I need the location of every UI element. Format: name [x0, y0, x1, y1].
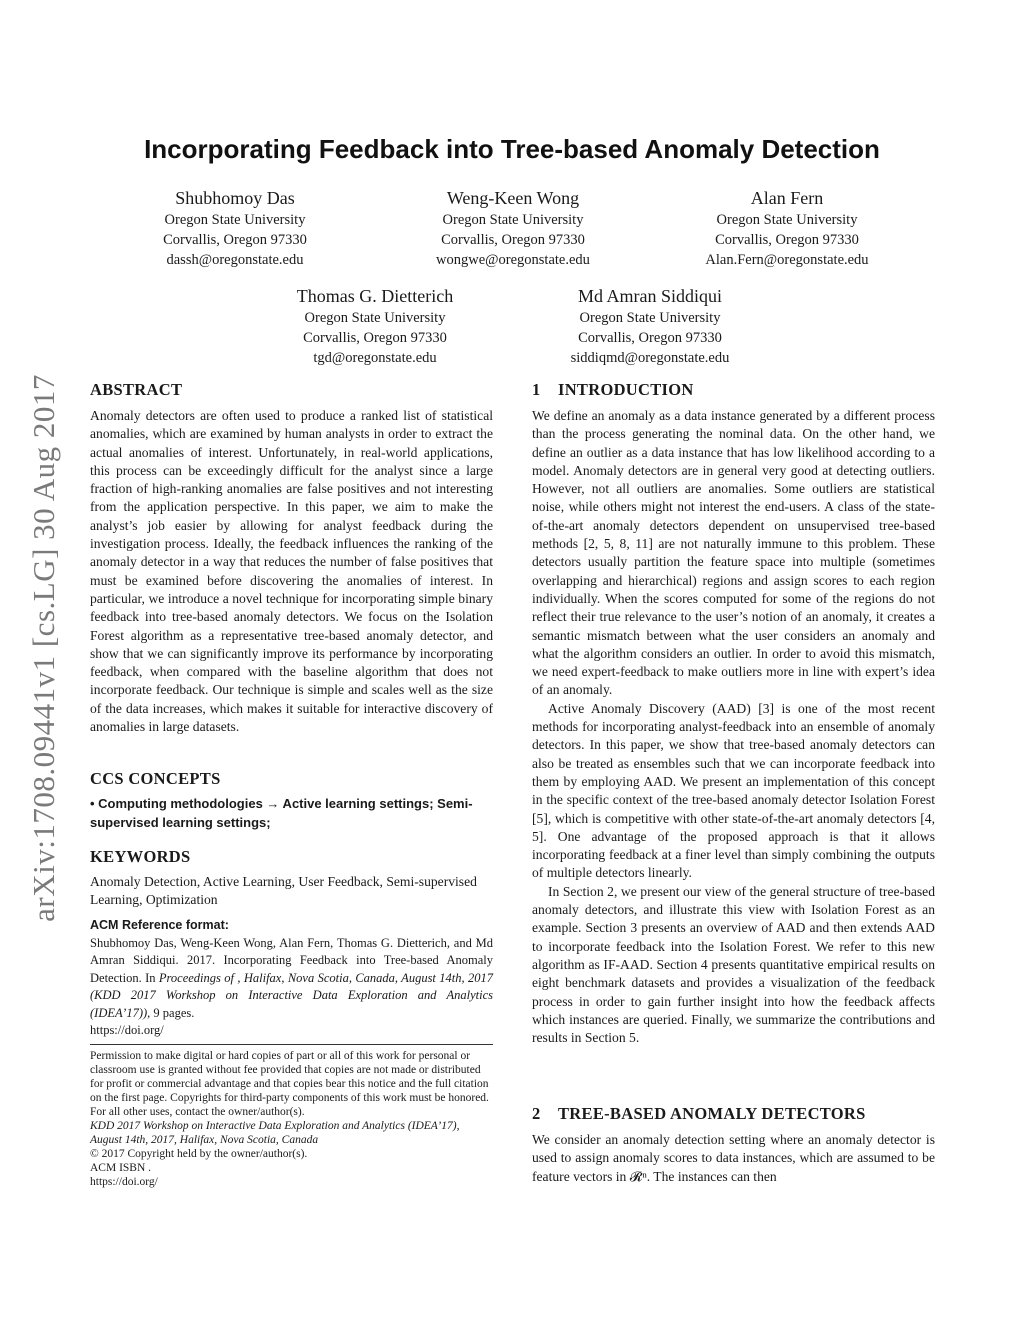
section-number: 1	[532, 380, 541, 399]
author-affiliation: Oregon State University	[164, 212, 306, 228]
author-email[interactable]: siddiqmd@oregonstate.edu	[570, 350, 730, 366]
acm-reference-authors: Shubhomoy Das, Weng-Keen Wong, Alan Fern, Thomas G. Dietterich, and Md Amran Siddiqui. 2017. Incorporating Feedback into Tree-based Anomaly Detection. In	[90, 936, 493, 985]
ccs-heading: CCS CONCEPTS	[90, 769, 221, 788]
author-name: Weng-Keen Wong	[446, 188, 580, 208]
acm-reference-heading: ACM Reference format:	[90, 918, 229, 932]
author-block	[677, 186, 897, 270]
abstract-text: Anomaly detectors are often used to produce a ranked list of statistical anomalies, which are examined by human analysts in order to extract the actual anomalies of interest. Unfortunately, in real-world applications, this process can be exceedingly difficult for the analyst since a large fraction of high-ranking anomalies are false positives and not interesting from the application perspective. In this paper, we aim to make the analyst’s job easier by allowing for analyst feedback during the investigation process. Ideally, the feedback influences the ranking of the anomaly detector in a way that reduces the number of false positives that must be examined before discovering the anomalies of interest. In particular, we introduce a novel technique for incorporating simple binary feedback into tree-based anomaly detectors. We focus on the Isolation Forest algorithm as a representative tree-based anomaly detector, and show that we can significantly improve its performance by incorporating feedback, when compared with the baseline algorithm that does not incorporate feedback. Our technique is simple and scales well as the size of the data increases, which makes it suitable for interactive discovery of anomalies in large datasets.	[90, 408, 493, 735]
author-name: Shubhomoy Das	[175, 188, 295, 208]
author-email[interactable]: tgd@oregonstate.edu	[313, 350, 437, 366]
keywords-heading: KEYWORDS	[90, 847, 191, 866]
acm-reference-venue: Proceedings of , Halifax, Nova Scotia, Canada, August 14th, 2017 (KDD 2017 Workshop on Interactive Data Exploration and Analytics (IDEA’17)),	[90, 970, 493, 1020]
ccs-text: • Computing methodologies → Active learning settings; Semi-supervised learning settings;	[90, 796, 473, 830]
section-2-paragraph-1: We consider an anomaly detection setting where an anomaly detector is used to assign anomaly scores to data instances, which are assumed to be feature vectors in 𝓡ⁿ. The instances can then	[532, 1132, 935, 1184]
author-name: Md Amran Siddiqui	[577, 286, 722, 306]
footer-doi[interactable]: https://doi.org/	[90, 1176, 158, 1188]
acm-reference-pages: 9 pages.	[150, 1005, 195, 1020]
author-block	[265, 284, 485, 368]
author-address: Corvallis, Oregon 97330	[715, 232, 859, 248]
permission-text: Permission to make digital or hard copies of part or all of this work for personal or classroom use is granted without fee provided that copies are not made or distributed for profit or commercial advantage and that copies bear this notice and the full citation on the first page. Copyrights for third-party components of this work must be honored. For all other uses, contact the owner/author(s).	[90, 1050, 489, 1118]
author-address: Corvallis, Oregon 97330	[303, 330, 447, 346]
footer-isbn: ACM ISBN .	[90, 1162, 152, 1174]
acm-reference	[90, 918, 493, 1039]
author-address: Corvallis, Oregon 97330	[441, 232, 585, 248]
author-affiliation: Oregon State University	[716, 212, 858, 228]
author-affiliation: Oregon State University	[442, 212, 584, 228]
abstract-section	[90, 380, 493, 736]
author-block	[135, 186, 335, 270]
keywords-section	[90, 847, 493, 910]
footnote-divider	[90, 1044, 493, 1045]
paper-title: Incorporating Feedback into Tree-based Anomaly Detection	[144, 134, 880, 164]
introduction-section	[532, 380, 935, 1047]
section-title: INTRODUCTION	[558, 380, 694, 399]
author-name: Alan Fern	[750, 188, 824, 208]
footer-venue: KDD 2017 Workshop on Interactive Data Exploration and Analytics (IDEA’17), August 14th, 2017, Halifax, Nova Scotia, Canada	[90, 1120, 460, 1146]
permission-footer	[90, 1049, 493, 1189]
intro-paragraph-2: Active Anomaly Discovery (AAD) [3] is one of the most recent methods for incorporating analyst-feedback into an ensemble of anomaly detectors. In this paper, we show that tree-based anomaly detectors can also be treated as ensembles such that we can incorporate feedback into them by employing AAD. We present an implementation of this concept in the specific context of the tree-based anomaly detector Isolation Forest [5], which is competitive with other state-of-the-art anomaly detectors [4, 5]. One advantage of the proposed approach is that it allows incorporating feedback at a finer level than simply combining the outputs of multiple detectors linearly.	[532, 700, 935, 881]
author-address: Corvallis, Oregon 97330	[578, 330, 722, 346]
ccs-section	[90, 769, 493, 832]
author-email[interactable]: wongwe@oregonstate.edu	[436, 252, 590, 268]
author-email[interactable]: dassh@oregonstate.edu	[166, 252, 304, 268]
introduction-heading	[532, 380, 935, 400]
author-name: Thomas G. Dietterich	[296, 286, 454, 306]
author-email[interactable]: Alan.Fern@oregonstate.edu	[705, 252, 869, 268]
acm-reference-text	[90, 935, 493, 1039]
intro-paragraph-1: We define an anomaly as a data instance generated by a different process than the process generating the nominal data. On the other hand, we define an outlier as a data instance that has low likelihood according to a model. Anomaly detectors are in general very good at detecting outliers. However, not all outliers are anomalies. Some outliers are statistical noise, while others might not interest the end-users. A class of the state-of-the-art anomaly detectors dependent on unsupervised tree-based methods [2, 5, 8, 11] are not naturally immune to this problem. These detectors usually partition the feature space into multiple (sometimes overlapping and hierarchical) regions and assign scores to each region individually. When the scores computed for some of the regions do not reflect their true relevance to the user’s notion of an anomaly, it creates a semantic mismatch between what the user considers an anomaly and what the algorithm considers an outlier. In order to avoid this mismatch, we need expert-feedback to make outliers more in line with expert’s idea of an anomaly.	[532, 408, 935, 698]
author-address: Corvallis, Oregon 97330	[163, 232, 307, 248]
author-affiliation: Oregon State University	[304, 310, 446, 326]
footer-copyright: © 2017 Copyright held by the owner/author(s).	[90, 1148, 308, 1160]
section-2	[532, 1104, 935, 1186]
author-block	[540, 284, 760, 368]
section-title: TREE-BASED ANOMALY DETECTORS	[558, 1104, 866, 1123]
keywords-text: Anomaly Detection, Active Learning, User Feedback, Semi-supervised Learning, Optimization	[90, 874, 477, 908]
abstract-heading: ABSTRACT	[90, 380, 183, 399]
acm-reference-doi[interactable]: https://doi.org/	[90, 1023, 164, 1038]
author-affiliation: Oregon State University	[579, 310, 721, 326]
section-2-heading	[532, 1104, 935, 1124]
arxiv-identifier: arXiv:1708.09441v1 [cs.LG] 30 Aug 2017	[26, 374, 61, 922]
author-block	[403, 186, 623, 270]
section-number: 2	[532, 1104, 541, 1123]
intro-paragraph-3: In Section 2, we present our view of the general structure of tree-based anomaly detectors, and illustrate this view with Isolation Forest as an example. Section 3 presents an overview of AAD and then extends AAD to incorporate feedback into the Isolation Forest. We refer to this new algorithm as IF-AAD. Section 4 presents quantitative empirical results on eight benchmark datasets and provides a visualization of the feedback process in order to gain further insight into how the feedback affects which instances are queried. Finally, we summarize the contributions and results in Section 5.	[532, 883, 935, 1046]
